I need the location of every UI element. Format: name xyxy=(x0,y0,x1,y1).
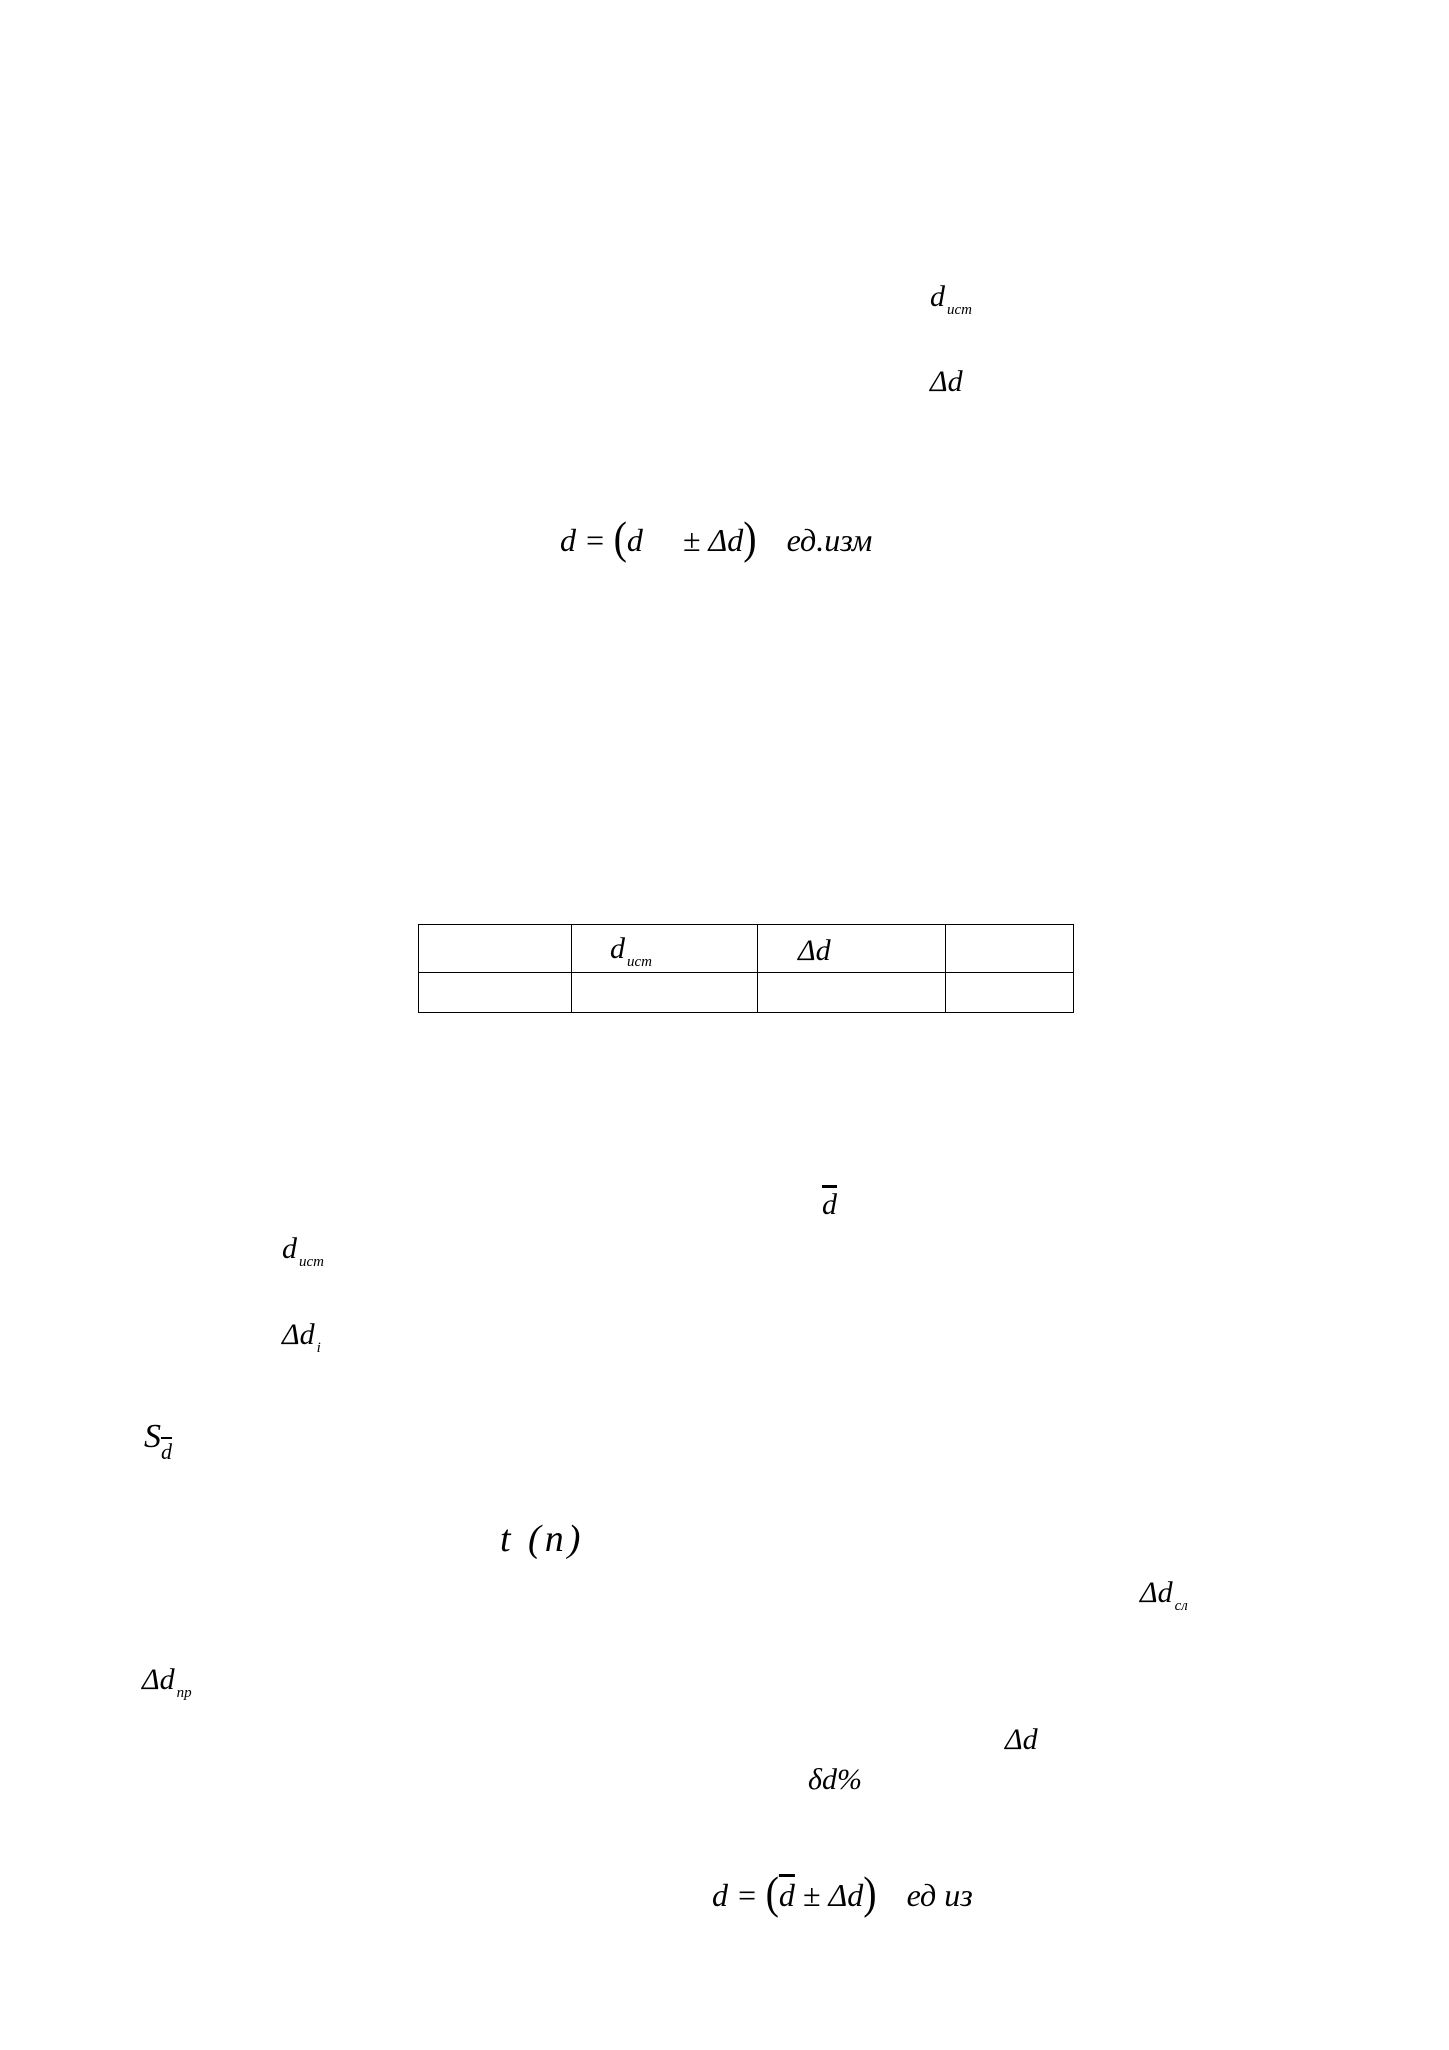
formula-result-2 xyxy=(712,1866,973,1919)
formula-delta-d-pr-symbol: Δd xyxy=(142,1663,175,1696)
formula-s-d-subscript: d xyxy=(161,1439,172,1464)
formula-t-n xyxy=(500,1520,584,1558)
formula-d-ist-subscript: ист xyxy=(947,302,972,318)
formula-result-2-unit: ед из xyxy=(906,1877,973,1913)
formula-t-n-text: t (n) xyxy=(500,1518,585,1560)
table-header-cell-3 xyxy=(758,925,946,973)
formula-delta-d: Δd xyxy=(930,365,963,398)
formula-delta-d-pr-subscript: пр xyxy=(176,1685,192,1701)
formula-result-1-d: d xyxy=(626,522,643,558)
formula-delta-d-i-symbol: Δd xyxy=(282,1318,315,1351)
table-header-cell-2 xyxy=(572,925,758,973)
table-header-cell-4 xyxy=(946,925,1074,973)
formula-result-2-paren-open: ( xyxy=(765,1866,779,1919)
formula-delta-d-sl-symbol: Δd xyxy=(1140,1576,1173,1609)
formula-d-ist-symbol: d xyxy=(930,280,945,313)
table-row xyxy=(419,973,1074,1013)
formula-d-ist-2-subscript: ист xyxy=(299,1254,324,1270)
table-header-delta-d: Δd xyxy=(798,934,831,967)
table-cell xyxy=(419,973,572,1013)
formula-d-bar xyxy=(822,1190,837,1220)
formula-relative-error: δd% xyxy=(808,1763,862,1796)
table-header-d-ist-symbol: d xyxy=(610,932,625,965)
table-header-cell-1 xyxy=(419,925,572,973)
table-cell xyxy=(758,973,946,1013)
formula-delta-d-2: Δd xyxy=(1005,1723,1038,1756)
formula-d-ist-2-symbol: d xyxy=(282,1232,297,1265)
formula-result-1 xyxy=(560,511,873,564)
formula-result-1-left: d = xyxy=(560,522,614,558)
table-header-row xyxy=(419,925,1074,973)
formula-s-d xyxy=(144,1418,172,1464)
formula-result-2-d-bar: $\overline{d}$ xyxy=(778,1877,795,1913)
formula-result-1-unit: ед.изм xyxy=(786,522,873,558)
formula-result-1-pm: ± Δd xyxy=(682,522,744,558)
formula-result-2-paren-close: ) xyxy=(863,1866,877,1919)
table-cell xyxy=(946,973,1074,1013)
results-table xyxy=(418,924,1074,1013)
table-header-d-ist-subscript: ист xyxy=(627,954,652,970)
formula-delta-d-i-subscript: i xyxy=(316,1340,321,1356)
formula-result-2-left: d = xyxy=(712,1877,766,1913)
formula-delta-d-pr xyxy=(142,1663,192,1701)
formula-result-2-pm: ± Δd xyxy=(794,1877,864,1913)
formula-delta-d-i xyxy=(282,1318,321,1356)
formula-result-1-paren-open: ( xyxy=(613,511,627,564)
table-cell xyxy=(572,973,758,1013)
formula-delta-d-sl xyxy=(1140,1576,1188,1614)
formula-d-bar-symbol: $\overline{d}$ xyxy=(822,1188,837,1221)
formula-result-1-paren-close: ) xyxy=(743,511,757,564)
formula-delta-d-sl-subscript: сл xyxy=(1174,1598,1188,1614)
formula-s-d-symbol: S xyxy=(144,1418,161,1455)
formula-d-ist xyxy=(930,280,972,318)
formula-d-ist-2 xyxy=(282,1232,324,1270)
